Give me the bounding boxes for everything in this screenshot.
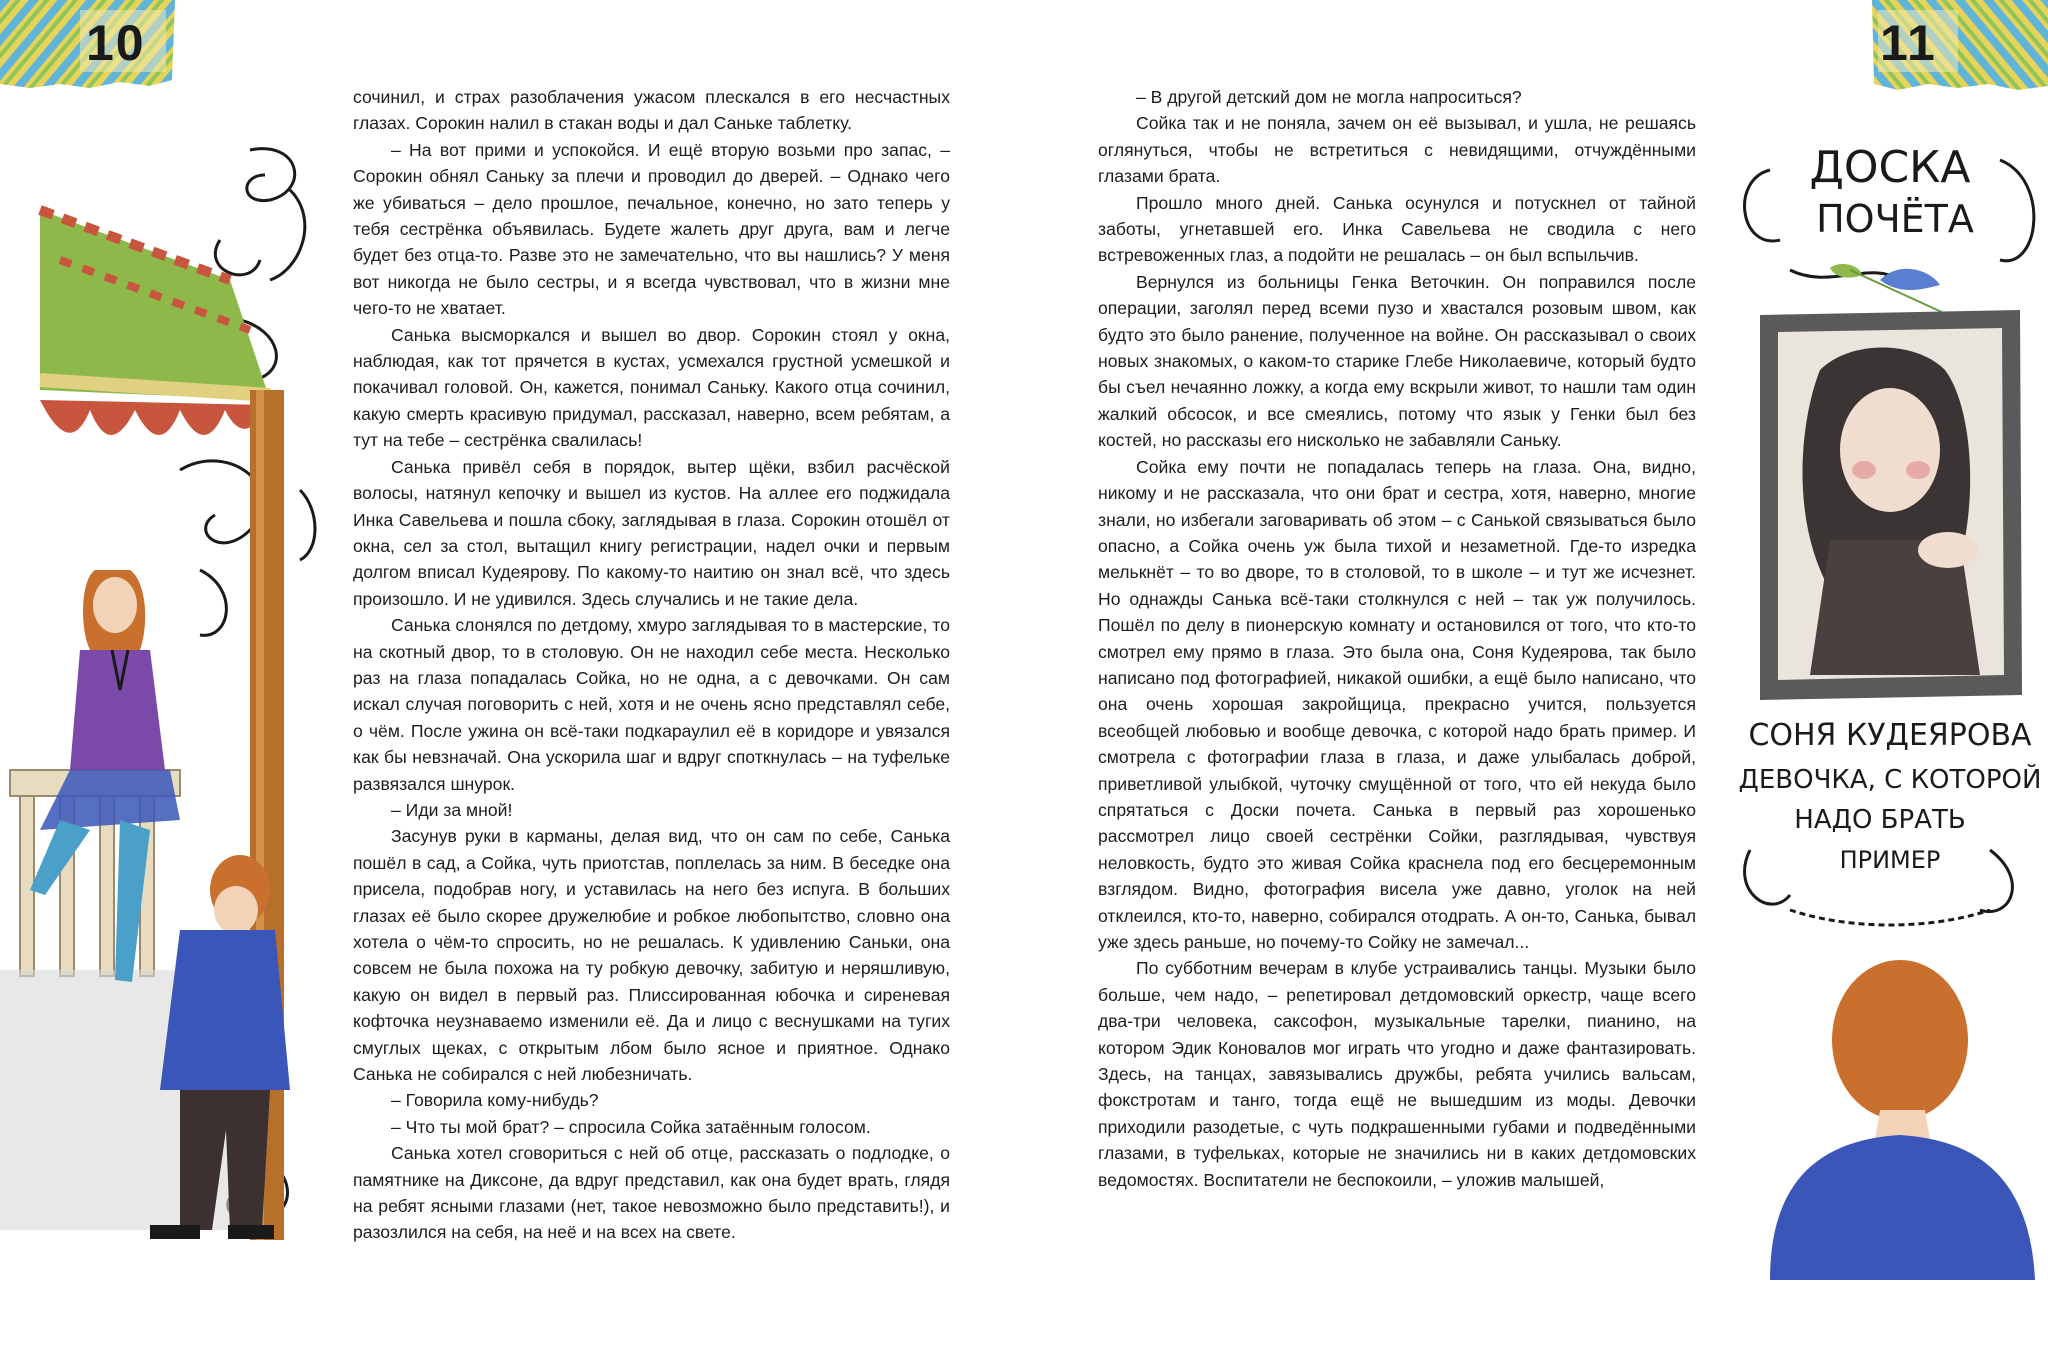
board-title-line2: ПОЧЁТА: [1816, 197, 1974, 241]
board-caption-line2: ДЕВОЧКА, С КОТОРОЙ: [1738, 765, 2042, 795]
board-title-line1: ДОСКА: [1809, 142, 1971, 193]
right-paragraph: Прошло много дней. Санька осунулся и потускнел от тайной заботы, угнетавшей его. Инка Савельева не сводила с него встревоженных глаз, а подойти не решалась – он был вспыльчив.: [1098, 192, 1696, 266]
left-paragraph: – Иди за мной!: [391, 799, 513, 820]
left-paragraph: сочинил, и страх разоблачения ужасом плескался в его несчастных глазах. Сорокин налил в стакан воды и дал Саньке таблетку.: [353, 87, 950, 134]
right-illustration: [1730, 120, 2048, 1280]
left-paragraph: Санька привёл себя в порядок, вытер щёки, взбил расчёской волосы, натянул кепочку и вышел из кустов. На аллее его поджидала Инка Савельева и пошла сбоку, заглядывая в глаза. Сорокин отошёл от окна, сел за стол, вытащил книгу регистрации, надел очки и первым долгом вписал Кудеярову. По какому-то наитию он знал всё, что здесь произошло. И не удивился. Здесь случались и не такие дела.: [353, 456, 950, 609]
honor-board-title: [1745, 142, 2034, 280]
left-paragraph: Санька хотел сговориться с ней об отце, рассказать о подлодке, о памятнике на Диксоне, да вдруг представил, как она будет врать, глядя на ребят ясными глазами (нет, такое невозможно было представить!), и разозлился на себя, на неё и на всех на свете.: [353, 1143, 950, 1243]
left-text-column: [353, 84, 950, 1246]
right-page-number-tab: [1868, 0, 2048, 92]
left-paragraph: – На вот прими и успокойся. И ещё вторую возьми про запас, – Сорокин обнял Саньку за плечи и проводил до дверей. – Однако чего же убиваться – дело прошлое, печальное, конечно, но зато теперь у тебя сестрёнка объявилась. Будете жалеть друг друга, вам и легче будет без отца-то. Разве это не замечательно, что вы нашлись? У меня вот никогда не было сестры, и я всегда чувствовал, что в жизни мне чего-то не хватает.: [353, 139, 950, 319]
right-paragraph: Сойка так и не поняла, зачем он её вызывал, и ушла, не решаясь оглянуться, чтобы не встретиться с невидящими, отчуждёнными глазами брата.: [1098, 113, 1696, 187]
right-paragraph: Сойка ему почти не попадалась теперь на глаза. Она, видно, никому и не рассказала, что они брат и сестра, хотя, наверно, многие знали, но избегали заговаривать об этом – с Санькой связываться было опасно, а Сойка очень уж была тихой и незаметной. Где-то изредка мелькнёт – то во дворе, то в столовой, то в школе – и тут же исчезнет. Но однажды Санька всё-таки столкнулся с ней – так уж получилось. Пошёл по делу в пионерскую комнату и остановился от того, что кто-то смотрел ему прямо в глаза. Это была она, Соня Кудеярова, так было написано под фотографией, никакой ошибки, а ещё было написано, что она очень хорошая закройщица, прекрасно учится, пользуется всеобщей любовью и вообще девочка, с которой надо брать пример. И смотрела с фотографии глаза в глаза, и даже улыбалась доброй, приветливой улыбкой, чуточку смущённой от того, что ей некуда было спрятаться с Доски почета. Санька в первый раз хорошенько рассмотрел лицо своей сестрёнки Сойки, разглядывая, чувствуя неловкость, будто это живая Сойка краснела под его бесцеремонным взглядом. Видно, фотография висела уже давно, уголок на ней отклеился, кто-то, наверно, собирался отодрать. А он-то, Санька, бывал уже здесь раньше, но почему-то Сойку не замечал...: [1098, 456, 1696, 952]
left-page-number: 10: [86, 15, 146, 71]
board-caption-line1: СОНЯ КУДЕЯРОВА: [1748, 718, 2032, 753]
left-paragraph: Засунув руки в карманы, делая вид, что он сам по себе, Санька пошёл в сад, а Сойка, чуть приотстав, поплелась за ним. В беседке она присела, подобрав ногу, и уставилась на него без испуга. В больших глазах её было скорее дружелюбие и робкое любопытство, словно она хотела о чём-то спросить, но не решалась. К удивлению Саньки, она совсем не была похожа на ту робкую девочку, забитую и неряшливую, какую он видел в первый раз. Плиссированная юбочка и сиреневая кофточка неузнаваемо изменили её. Да и лицо с веснушками на тугих смуглых щеках, с открытым лбом было ясное и приятное. Однако Санька не собирался с ней любезничать.: [353, 826, 950, 1085]
swirl-ornament-middle: [180, 461, 315, 636]
left-paragraph: Санька высморкался и вышел во двор. Сорокин стоял у окна, наблюдая, как тот прячется в кустах, усмехался грустной усмешкой и покачивал головой. Он, кажется, понимал Саньку. Какого отца сочинил, какую смерть красивую придумал, рассказал, наверно, всем ребятам, а тут на тебе – сестрёнка свалилась!: [353, 324, 950, 451]
right-paragraph: Вернулся из больницы Генка Веточкин. Он поправился после операции, заголял перед всеми пузо и хвастался розовым швом, как будто это было ранение, полученное на войне. Он рассказывал о своих новых знакомых, о каком-то старике Глебе Николаевиче, который будто бы съел нечаянно ложку, а когда ему вскрыли живот, то нашли там один жалкий обсосок, и все смеялись, потому что язык у Генки был без костей, но рассказы его нисколько не забавляли Саньку.: [1098, 271, 1696, 451]
board-caption-line4: ПРИМЕР: [1839, 846, 1941, 874]
honor-board-photo: [1760, 310, 2022, 700]
gazebo-roof: [40, 210, 270, 435]
honor-board-caption: [1739, 718, 2042, 925]
right-paragraph: По субботним вечерам в клубе устраивались танцы. Музыки было больше, чем надо, – репетировал детдомовский оркестр, чаще всего два-три человека, саксофон, музыкальные тарелки, пианино, на котором Эдик Коновалов мог играть что угодно и даже фантазировать. Здесь, на танцах, завязывались дружбы, ребята учились вальсам, фокстротам и танго, тогда ещё не вышедшим из моды. Девочки приходили разодетые, с чуть подкрашенными губами и подведёнными глазами, в туфельках, которые не значились ни в каких детдомовских ведомостях. Воспитатели не беспокоили, – уложив малышей,: [1098, 958, 1696, 1190]
right-paragraph: – В другой детский дом не могла напроситься?: [1136, 87, 1522, 107]
left-paragraph: Санька слонялся по детдому, хмуро заглядывая то в мастерские, то на скотный двор, то в столовую. Он не находил себе места. Несколько раз на глаза попадалась Сойка, но не одна, а с девочками. Он сам искал случая поговорить с ней, хотя и не очень ясно представлял себе, о чём. После ужина он всё-таки подкараулил её в коридоре и увязался как бы невзначай. Она ускорила шаг и вдруг споткнулась – на туфельке развязался шнурок.: [353, 615, 950, 794]
right-page-number: 11: [1880, 15, 1937, 71]
left-paragraph: – Говорила кому-нибудь?: [391, 1090, 599, 1111]
left-page-number-tab: [0, 0, 178, 92]
right-text-column: [1098, 84, 1696, 1193]
boy-back-figure: [1770, 960, 2035, 1280]
left-illustration: [0, 130, 340, 1260]
left-paragraph: – Что ты мой брат? – спросила Сойка затаённым голосом.: [391, 1116, 871, 1137]
board-caption-line3: НАДО БРАТЬ: [1794, 805, 1966, 835]
